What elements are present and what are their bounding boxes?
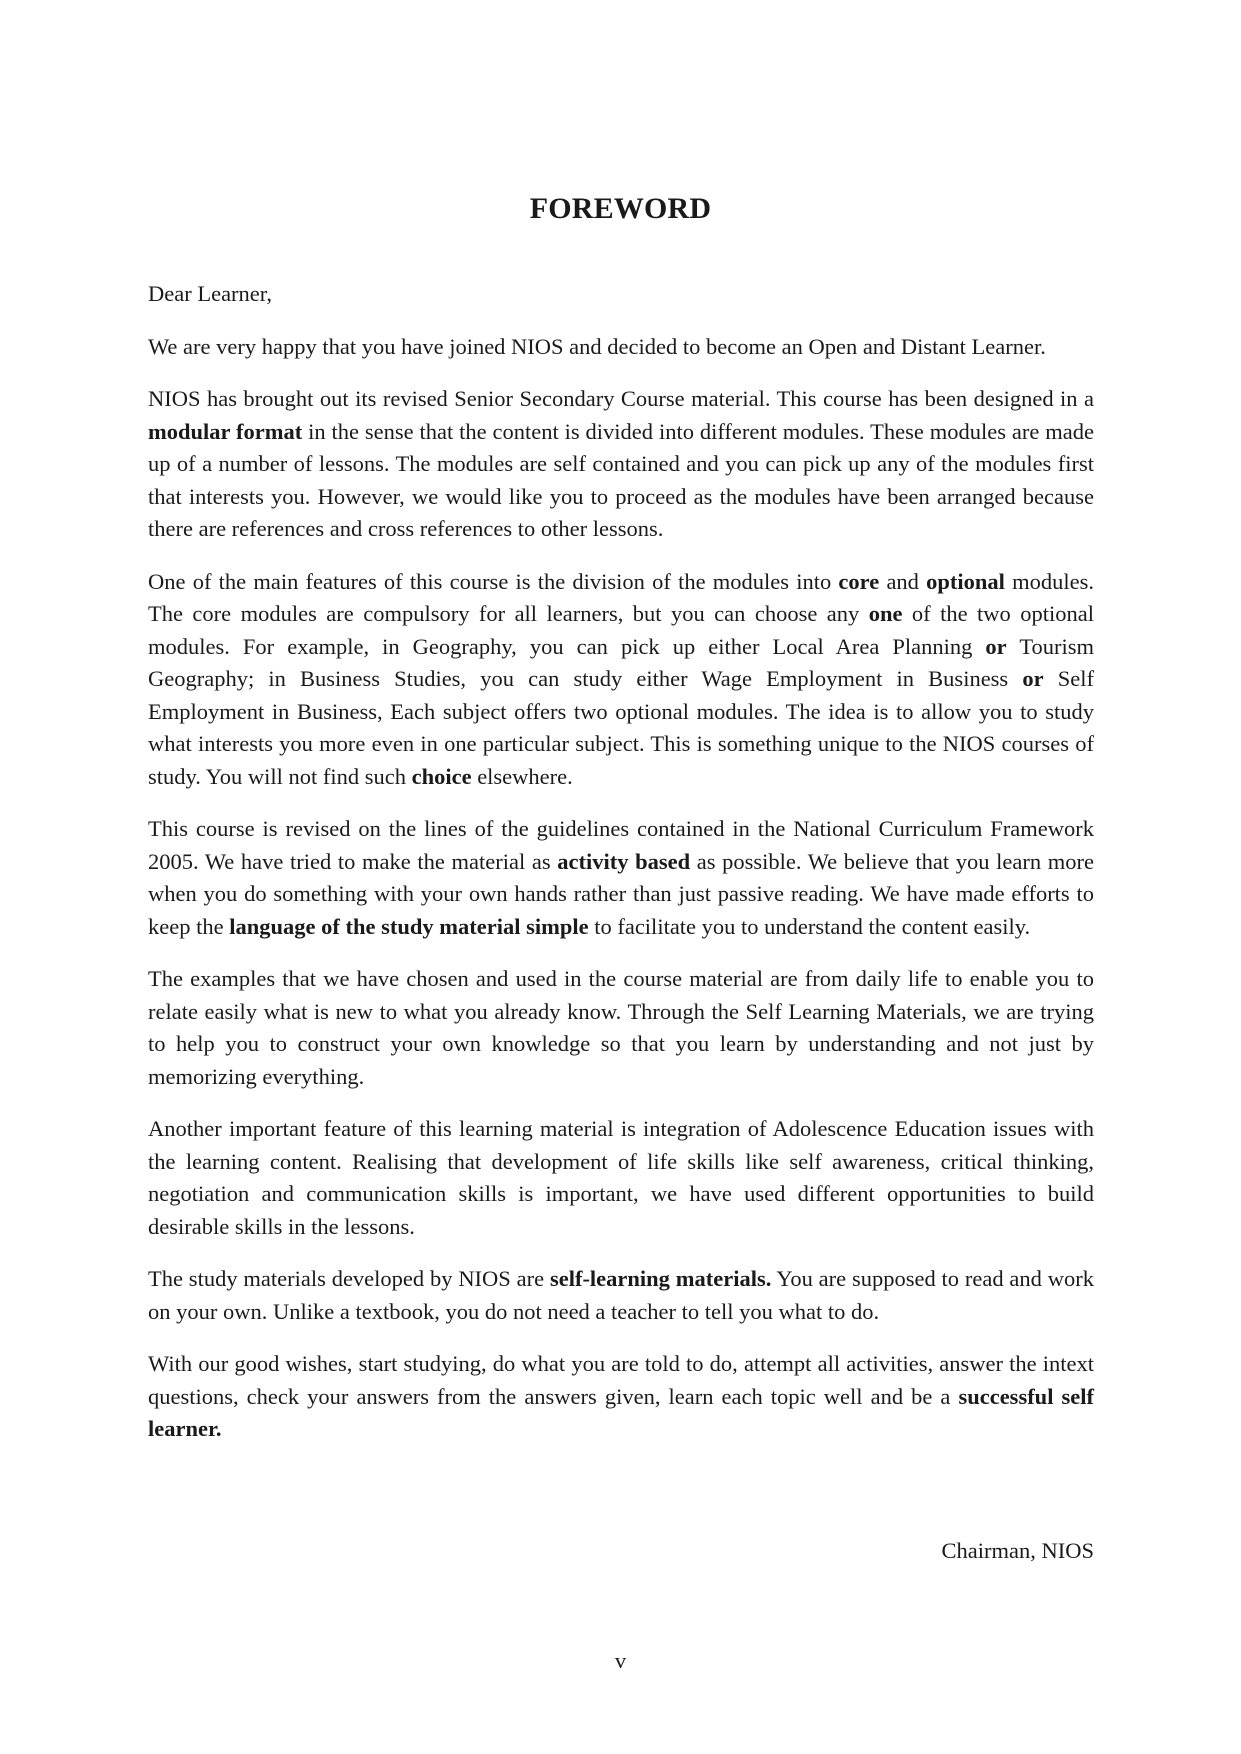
paragraph-5: The examples that we have chosen and used in the course material are from daily life to enable you to relate easily what is new to what you already know. Through the Self Learning Materials, we are trying to help you to construct your own knowledge so that you learn by understanding and not just by memorizing everything. [148,966,1094,1089]
bold-phrase: activity based [557,848,691,874]
paragraph-4: This course is revised on the lines of the guidelines contained in the National Curriculum Framework 2005. We have tried to make the material as activity based as possible. We believe that you learn more when you do something with your own hands rather than just passive reading. We have made efforts to keep the language of the study material simple to facilitate you to understand the content easily. [148,816,1094,939]
page-title: FOREWORD [529,192,712,225]
signature: Chairman, NIOS [941,1538,1094,1563]
bold-phrase: choice [411,763,472,789]
paragraph-8: With our good wishes, start studying, do what you are told to do, attempt all activities, answer the intext questions, check your answers from the answers given, learn each topic well and be a successful self learner. [148,1351,1094,1441]
paragraph-1: We are very happy that you have joined NIOS and decided to become an Open and Distant Learner. [148,333,1046,359]
salutation: Dear Learner, [148,281,273,306]
bold-phrase: self-learning materials. [549,1266,772,1291]
paragraph-2: NIOS has brought out its revised Senior Secondary Course material. This course has been designed in a modular format in the sense that the content is divided into different modules. These modules are made up of a number of lessons. The modules are self contained and you can pick up any of the modules first that interests you. However, we would like you to proceed as the modules have been arranged because there are references and cross references to other lessons. [148,386,1094,541]
bold-phrase: or [1022,666,1044,691]
paragraph-6: Another important feature of this learning material is integration of Adolescence Education issues with the learning content. Realising that development of life skills like self awareness, critical thinking, negotiation and communication skills is important, we have used different opportunities to build desirable skills in the lessons. [148,1116,1094,1239]
paragraph-7: The study materials developed by NIOS are self-learning materials. You are supposed to read and work on your own. Unlike a textbook, you do not need a teacher to tell you what to do. [148,1266,1094,1324]
bold-phrase: successful self learner. [148,1383,1094,1441]
bold-phrase: language of the study material simple [229,913,589,939]
bold-phrase: modular format [148,418,303,444]
bold-phrase: core [838,568,880,594]
bold-phrase: or [985,633,1007,659]
page-number: v [614,1648,627,1673]
bold-phrase: one [868,601,903,626]
foreword-body [148,278,1094,1466]
bold-phrase: optional [926,568,1005,594]
paragraph-3: One of the main features of this course is the division of the modules into core and optional modules. The core modules are compulsory for all learners, but you can choose any one of the two optional modules. For example, in Geography, you can pick up either Local Area Planning or Tourism Geography; in Business Studies, you can study either Wage Employment in Business or Self Employment in Business, Each subject offers two optional modules. The idea is to allow you to study what interests you more even in one particular subject. This is something unique to the NIOS courses of study. You will not find such choice elsewhere. [148,568,1094,789]
